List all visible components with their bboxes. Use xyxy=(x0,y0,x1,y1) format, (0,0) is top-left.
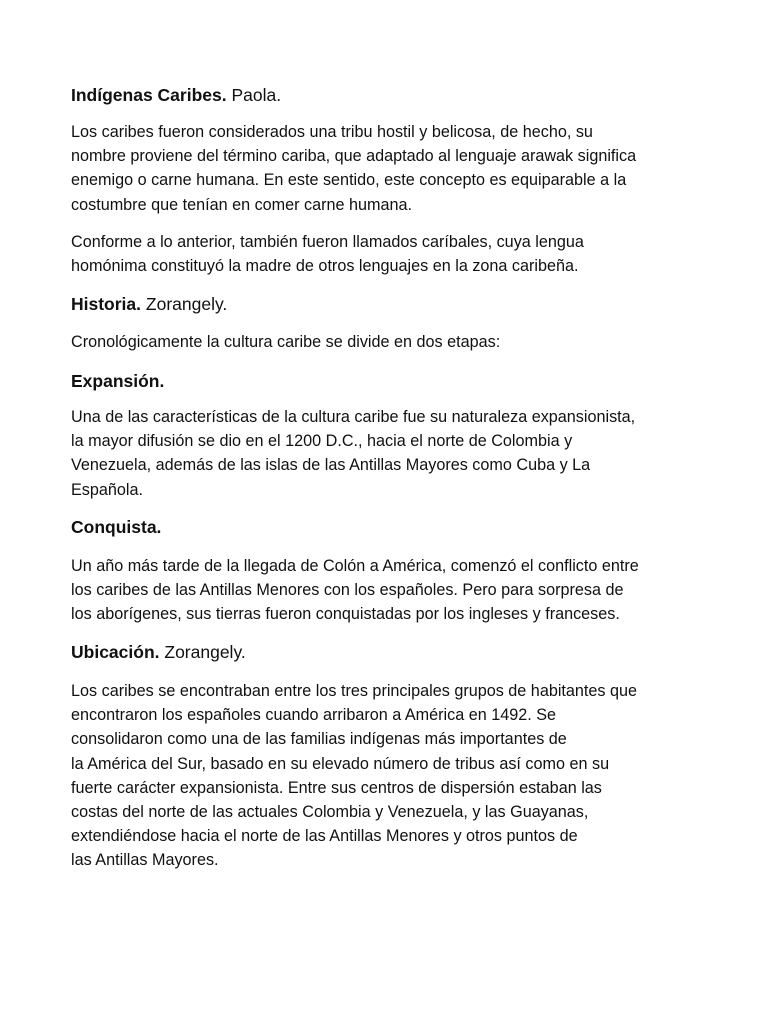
text-line: Los caribes se encontraban entre los tres principales grupos de habitantes que xyxy=(71,682,638,700)
text-line: Una de las características de la cultura caribe fue su naturaleza expansionista, xyxy=(71,408,636,426)
text-line: Conforme a lo anterior, también fueron llamados caríbales, cuya lengua xyxy=(71,233,584,251)
text-line: Los caribes fueron considerados una tribu hostil y belicosa, de hecho, su xyxy=(71,123,593,141)
text-line: las Antillas Mayores. xyxy=(71,851,219,870)
text-line: Cronológicamente la cultura caribe se divide en dos etapas: xyxy=(71,333,501,351)
heading-title: Ubicación. xyxy=(71,642,160,662)
text-line: costumbre que tenían en comer carne humana. xyxy=(71,195,413,214)
text-line: Un año más tarde de la llegada de Colón a América, comenzó el conflicto entre xyxy=(71,557,639,575)
heading-author: Zorangely. xyxy=(164,642,246,662)
text-line: los aborígenes, sus tierras fueron conquistadas por los ingleses y franceses. xyxy=(71,605,620,624)
text-line: Venezuela, además de las islas de las Antillas Mayores como Cuba y La xyxy=(71,456,591,475)
heading-ubicacion xyxy=(71,641,246,663)
heading-author: Zorangely. xyxy=(145,294,228,314)
text-line: la mayor difusión se dio en el 1200 D.C., hacia el norte de Colombia y xyxy=(71,432,573,451)
paragraph-historia xyxy=(71,330,711,354)
text-line: homónima constituyó la madre de otros lenguajes en la zona caribeña. xyxy=(71,257,579,276)
text-line: los caribes de las Antillas Menores con los españoles. Pero para sorpresa de xyxy=(71,581,624,600)
heading-conquista xyxy=(71,516,161,538)
text-line: extendiéndose hacia el norte de las Antillas Menores y otros puntos de xyxy=(71,827,578,846)
paragraph-caribes-1 xyxy=(71,120,711,217)
paragraph-caribes-2 xyxy=(71,230,711,278)
text-line: encontraron los españoles cuando arribaron a América en 1492. Se xyxy=(71,706,557,725)
text-line: Española. xyxy=(71,480,143,499)
text-line: consolidaron como una de las familias indígenas más importantes de xyxy=(71,730,567,749)
paragraph-ubicacion xyxy=(71,679,711,873)
heading-title: Expansión. xyxy=(71,371,165,391)
text-line: fuerte carácter expansionista. Entre sus centros de dispersión estaban las xyxy=(71,778,602,797)
heading-expansion xyxy=(71,370,164,392)
heading-title: Conquista. xyxy=(71,517,162,537)
heading-title: Indígenas Caribes. xyxy=(71,85,227,105)
heading-author: Paola. xyxy=(231,85,282,105)
text-line: nombre proviene del término cariba, que adaptado al lenguaje arawak significa xyxy=(71,147,637,166)
paragraph-conquista xyxy=(71,554,711,627)
heading-historia xyxy=(71,293,227,315)
paragraph-expansion xyxy=(71,405,711,502)
heading-indigenas-caribes xyxy=(71,84,281,106)
heading-title: Historia. xyxy=(71,294,142,314)
text-line: costas del norte de las actuales Colombia y Venezuela, y las Guayanas, xyxy=(71,803,589,822)
text-line: la América del Sur, basado en su elevado número de tribus así como en su xyxy=(71,754,610,773)
text-line: enemigo o carne humana. En este sentido, este concepto es equiparable a la xyxy=(71,171,627,190)
